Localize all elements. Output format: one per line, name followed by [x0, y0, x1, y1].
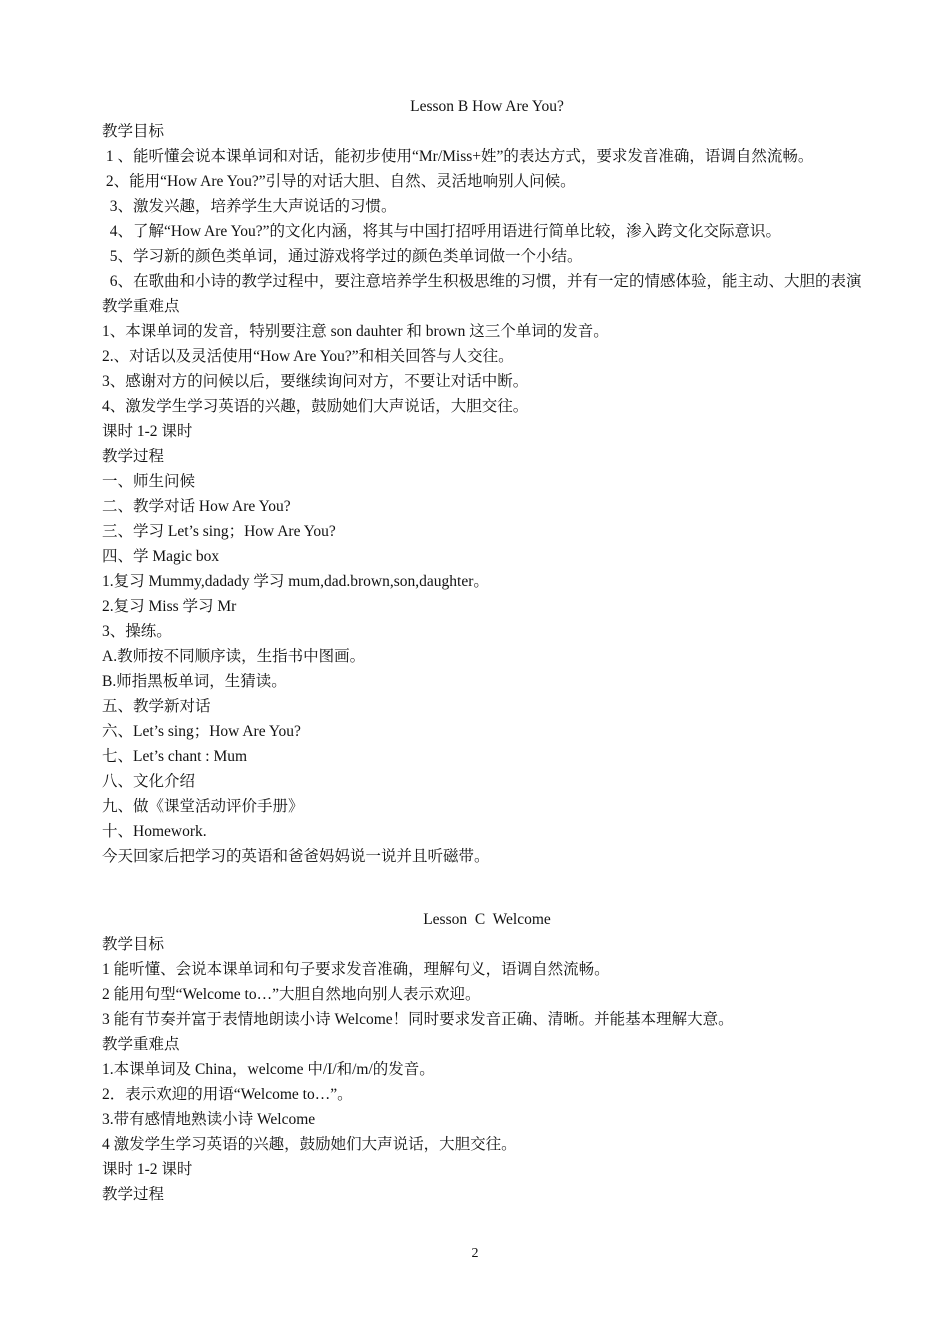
lesson-b-key-2: 2.、对话以及灵活使用“How Are You?”和相关回答与人交往。: [102, 348, 514, 365]
page-number: 2: [471, 1246, 479, 1261]
lesson-c-key-3: 3.带有感情地熟读小诗 Welcome: [102, 1111, 316, 1128]
lesson-b-key-heading: 教学重难点: [102, 298, 180, 315]
lesson-b-step-3: 三、学习 Let’s sing；How Are You?: [102, 523, 336, 540]
lesson-b-step-8: A.教师按不同顺序读，生指书中图画。: [102, 648, 366, 665]
lesson-b-goal-3: 3、激发兴趣，培养学生大声说话的习惯。: [102, 198, 397, 215]
lesson-c-key-2: 2．表示欢迎的用语“Welcome to…”。: [102, 1086, 353, 1103]
lesson-b-step-15: 十、Homework.: [102, 823, 207, 840]
lesson-b-step-1: 一、师生问候: [102, 473, 196, 490]
lesson-b-goal-4: 4、了解“How Are You?”的文化内涵，将其与中国打招呼用语进行简单比较，渗入跨文化交际意识。: [102, 223, 781, 240]
lesson-b-step-4: 四、学 Magic box: [102, 548, 220, 565]
lesson-b-step-6: 2.复习 Miss 学习 Mr: [102, 598, 237, 615]
lesson-c-process-heading: 教学过程: [102, 1186, 165, 1203]
lesson-b-key-3: 3、感谢对方的问候以后，要继续询问对方，不要让对话中断。: [102, 373, 529, 390]
lesson-c-key-4: 4 激发学生学习英语的兴趣，鼓励她们大声说话，大胆交往。: [102, 1136, 517, 1153]
lesson-b-step-9: B.师指黑板单词，生猜读。: [102, 673, 287, 690]
lesson-b-goals-heading: 教学目标: [102, 123, 165, 140]
lesson-b-step-11: 六、Let’s sing；How Are You?: [102, 723, 301, 740]
lesson-b-step-12: 七、Let’s chant : Mum: [102, 748, 248, 765]
lesson-c-goals-heading: 教学目标: [102, 936, 165, 953]
section-gap: [102, 869, 872, 907]
lesson-b-step-16: 今天回家后把学习的英语和爸爸妈妈说一说并且听磁带。: [102, 848, 490, 865]
lesson-b-step-13: 八、文化介绍: [102, 773, 196, 790]
lesson-c-key-heading: 教学重难点: [102, 1036, 180, 1053]
lesson-b-key-1: 1、本课单词的发音，特别要注意 son dauhter 和 brown 这三个单词的发音。: [102, 323, 609, 340]
lesson-c-hours: 课时 1-2 课时: [102, 1161, 193, 1178]
lesson-b-step-7: 3、操练。: [102, 623, 172, 640]
lesson-c-key-1: 1.本课单词及 China，welcome 中/I/和/m/的发音。: [102, 1061, 435, 1078]
lesson-c-title: Lesson C Welcome: [423, 911, 551, 928]
lesson-c-goal-2: 2 能用句型“Welcome to…”大胆自然地向别人表示欢迎。: [102, 986, 481, 1003]
lesson-b-step-10: 五、教学新对话: [102, 698, 211, 715]
lesson-b-hours: 课时 1-2 课时: [102, 423, 193, 440]
page-content: [102, 94, 872, 1207]
lesson-b-step-5: 1.复习 Mummy,dadady 学习 mum,dad.brown,son,daughter。: [102, 573, 489, 590]
lesson-b-title: Lesson B How Are You?: [410, 98, 564, 115]
lesson-b-goal-2: 2、能用“How Are You?”引导的对话大胆、自然、灵活地响别人问候。: [102, 173, 576, 190]
lesson-c-goal-1: 1 能听懂、会说本课单词和句子要求发音准确，理解句义，语调自然流畅。: [102, 961, 610, 978]
lesson-b-goal-6: 6、在歌曲和小诗的教学过程中，要注意培养学生积极思维的习惯，并有一定的情感体验，能主动、大胆的表演: [102, 273, 862, 290]
lesson-b-goal-1: 1 、能听懂会说本课单词和对话，能初步使用“Mr/Miss+姓”的表达方式，要求发音准确，语调自然流畅。: [102, 148, 814, 165]
lesson-b-key-4: 4、激发学生学习英语的兴趣，鼓励她们大声说话，大胆交往。: [102, 398, 529, 415]
lesson-c-goal-3: 3 能有节奏并富于表情地朗读小诗 Welcome！同时要求发音正确、清晰。并能基本理解大意。: [102, 1011, 734, 1028]
lesson-b-goal-5: 5、学习新的颜色类单词，通过游戏将学过的颜色类单词做一个小结。: [102, 248, 583, 265]
lesson-b-step-14: 九、做《课堂活动评价手册》: [102, 798, 304, 815]
lesson-b-process-heading: 教学过程: [102, 448, 165, 465]
lesson-b-step-2: 二、教学对话 How Are You?: [102, 498, 291, 515]
